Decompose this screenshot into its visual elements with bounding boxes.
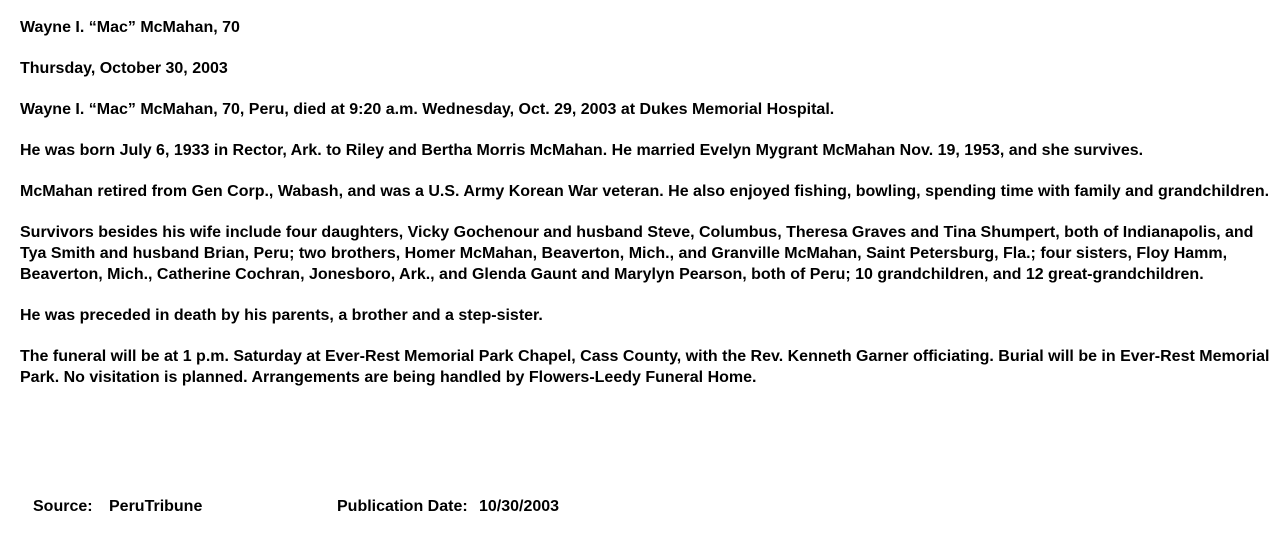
obituary-title: Wayne I. “Mac” McMahan, 70	[20, 19, 240, 36]
paragraph-preceded: He was preceded in death by his parents, a brother and a step-sister.	[20, 307, 543, 324]
paragraph-career: McMahan retired from Gen Corp., Wabash, and was a U.S. Army Korean War veteran. He also enjoyed fishing, bowling, spending time with family and grandchildren.	[20, 183, 1270, 200]
paragraph-survivors: Survivors besides his wife include four daughters, Vicky Gochenour and husband Steve, Columbus, Theresa Graves and Tina Shumpert, both of Indianapolis, and Tya Smith and husband Brian, Peru; two brothers, Homer McMahan, Beaverton, Mich., and Granville McMahan, Saint Petersburg, Fla.; four sisters, Floy Hamm, Beaverton, Mich., Catherine Cochran, Jonesboro, Ark., and Glenda Gaunt and Marylyn Pearson, both of Peru; 10 grandchildren, and 12 great-grandchildren.	[20, 224, 1254, 283]
publication-date-label: Publication Date:	[337, 498, 468, 515]
source-value: PeruTribune	[109, 498, 203, 515]
source-footer	[33, 496, 1233, 518]
obituary-date: Thursday, October 30, 2003	[20, 60, 228, 77]
publication-date-value: 10/30/2003	[479, 498, 560, 515]
paragraph-funeral: The funeral will be at 1 p.m. Saturday at Ever-Rest Memorial Park Chapel, Cass County, with the Rev. Kenneth Garner officiating. Burial will be in Ever-Rest Memorial Park. No visitation is planned. Arrangements are being handled by Flowers-Leedy Funeral Home.	[20, 348, 1270, 386]
source-label: Source:	[33, 498, 93, 515]
paragraph-death-notice: Wayne I. “Mac” McMahan, 70, Peru, died at 9:20 a.m. Wednesday, Oct. 29, 2003 at Dukes Memorial Hospital.	[20, 101, 835, 118]
obituary-document	[20, 17, 1270, 408]
paragraph-birth-marriage: He was born July 6, 1933 in Rector, Ark. to Riley and Bertha Morris McMahan. He married Evelyn Mygrant McMahan Nov. 19, 1953, and she survives.	[20, 142, 1144, 159]
